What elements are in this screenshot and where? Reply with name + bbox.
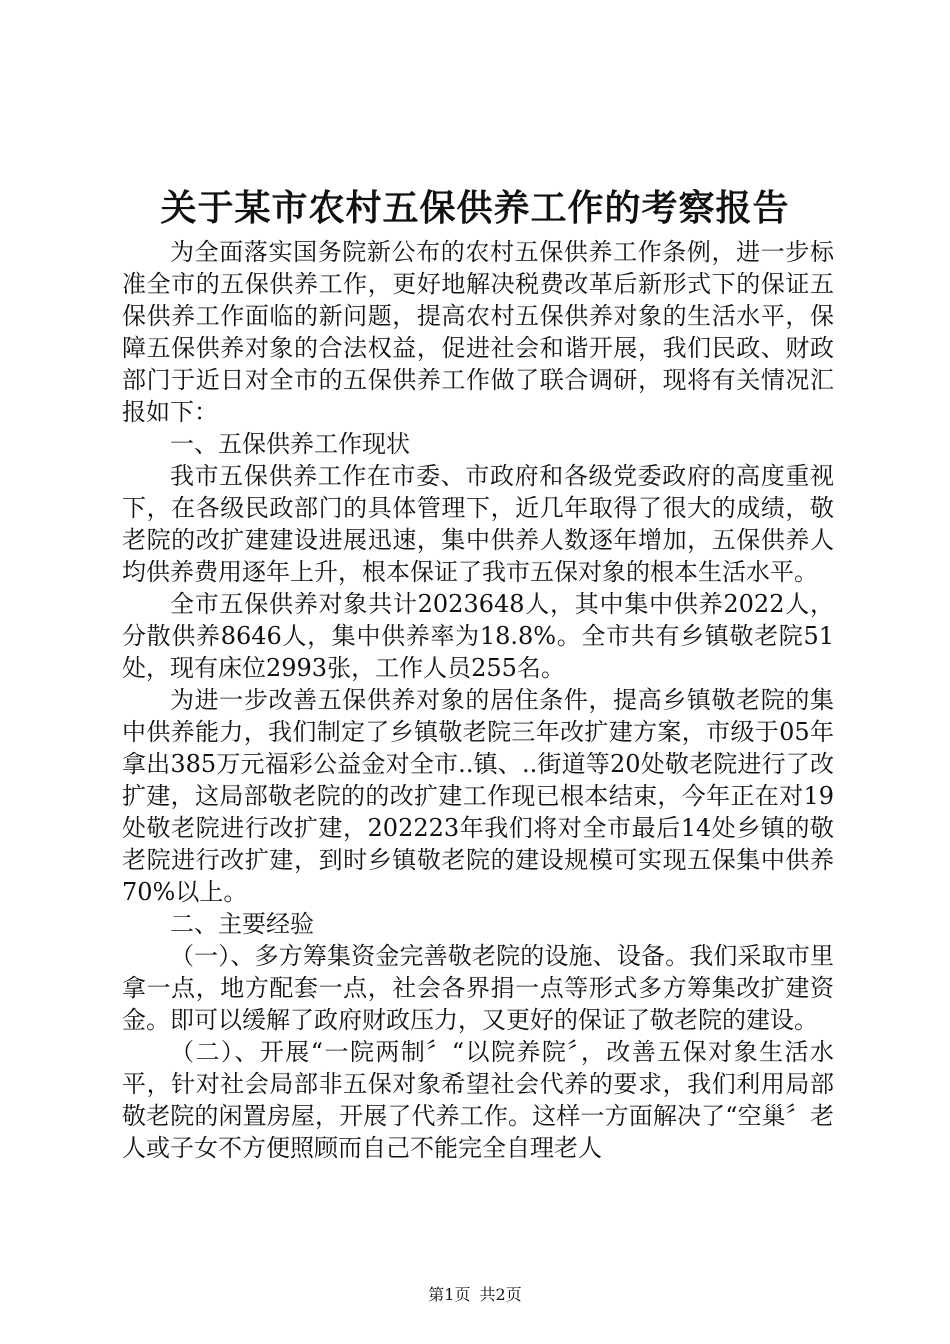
paragraph-intro: 为全面落实国务院新公布的农村五保供养工作条例，进一步标准全市的五保供养工作，更好地解决税费改革后新形式下的保证五保供养工作面临的新问题，提高农村五保供养对象的生活水平，保障五保供养对象的合法权益，促进社会和谐开展，我们民政、财政部门于近日对全市的五保供养工作做了联合调研，现将有关情况汇报如下： — [122, 238, 834, 426]
paragraph-experience-2: （二）、开展“一院两制〞“以院养院〞，改善五保对象生活水平，针对社会局部非五保对象希望社会代养的要求，我们利用局部敬老院的闲置房屋，开展了代养工作。这样一方面解决了“空巢〞老人或子女不方便照顾而自己不能完全自理老人 — [122, 1038, 834, 1162]
page-footer — [0, 1283, 950, 1307]
paragraph-experience-1: （一）、多方筹集资金完善敬老院的设施、设备。我们采取市里拿一点，地方配套一点，社会各界捐一点等形式多方筹集改扩建资金。即可以缓解了政府财政压力，又更好的保证了敬老院的建设。 — [122, 942, 834, 1034]
document-title: 关于某市农村五保供养工作的考察报告 — [160, 187, 790, 229]
page-total: 共2页 — [479, 1285, 522, 1304]
section-heading-experience: 二、主要经验 — [170, 910, 314, 938]
paragraph-status: 我市五保供养工作在市委、市政府和各级党委政府的高度重视下，在各级民政部门的具体管理下，近几年取得了很大的成绩，敬老院的改扩建建设进展迅速，集中供养人数逐年增加，五保供养人均供养费用逐年上升，根本保证了我市五保对象的根本生活水平。 — [122, 462, 834, 586]
page-number: 第1页 — [428, 1285, 471, 1304]
paragraph-statistics: 全市五保供养对象共计2023648人，其中集中供养2022人，分散供养8646人，集中供养率为18.8%。全市共有乡镇敬老院51处，现有床位2993张，工作人员255名。 — [122, 590, 834, 682]
section-heading-status: 一、五保供养工作现状 — [170, 430, 410, 458]
paragraph-renovation: 为进一步改善五保供养对象的居住条件，提高乡镇敬老院的集中供养能力，我们制定了乡镇敬老院三年改扩建方案，市级于05年拿出385万元福彩公益金对全市..镇、..街道等20处敬老院进行了改扩建，这局部敬老院的的改扩建工作现已根本结束，今年正在对19处敬老院进行改扩建，202223年我们将对全市最后14处乡镇的敬老院进行改扩建，到时乡镇敬老院的建设规模可实现五保集中供养70%以上。 — [122, 686, 834, 906]
document-body — [122, 236, 834, 1164]
